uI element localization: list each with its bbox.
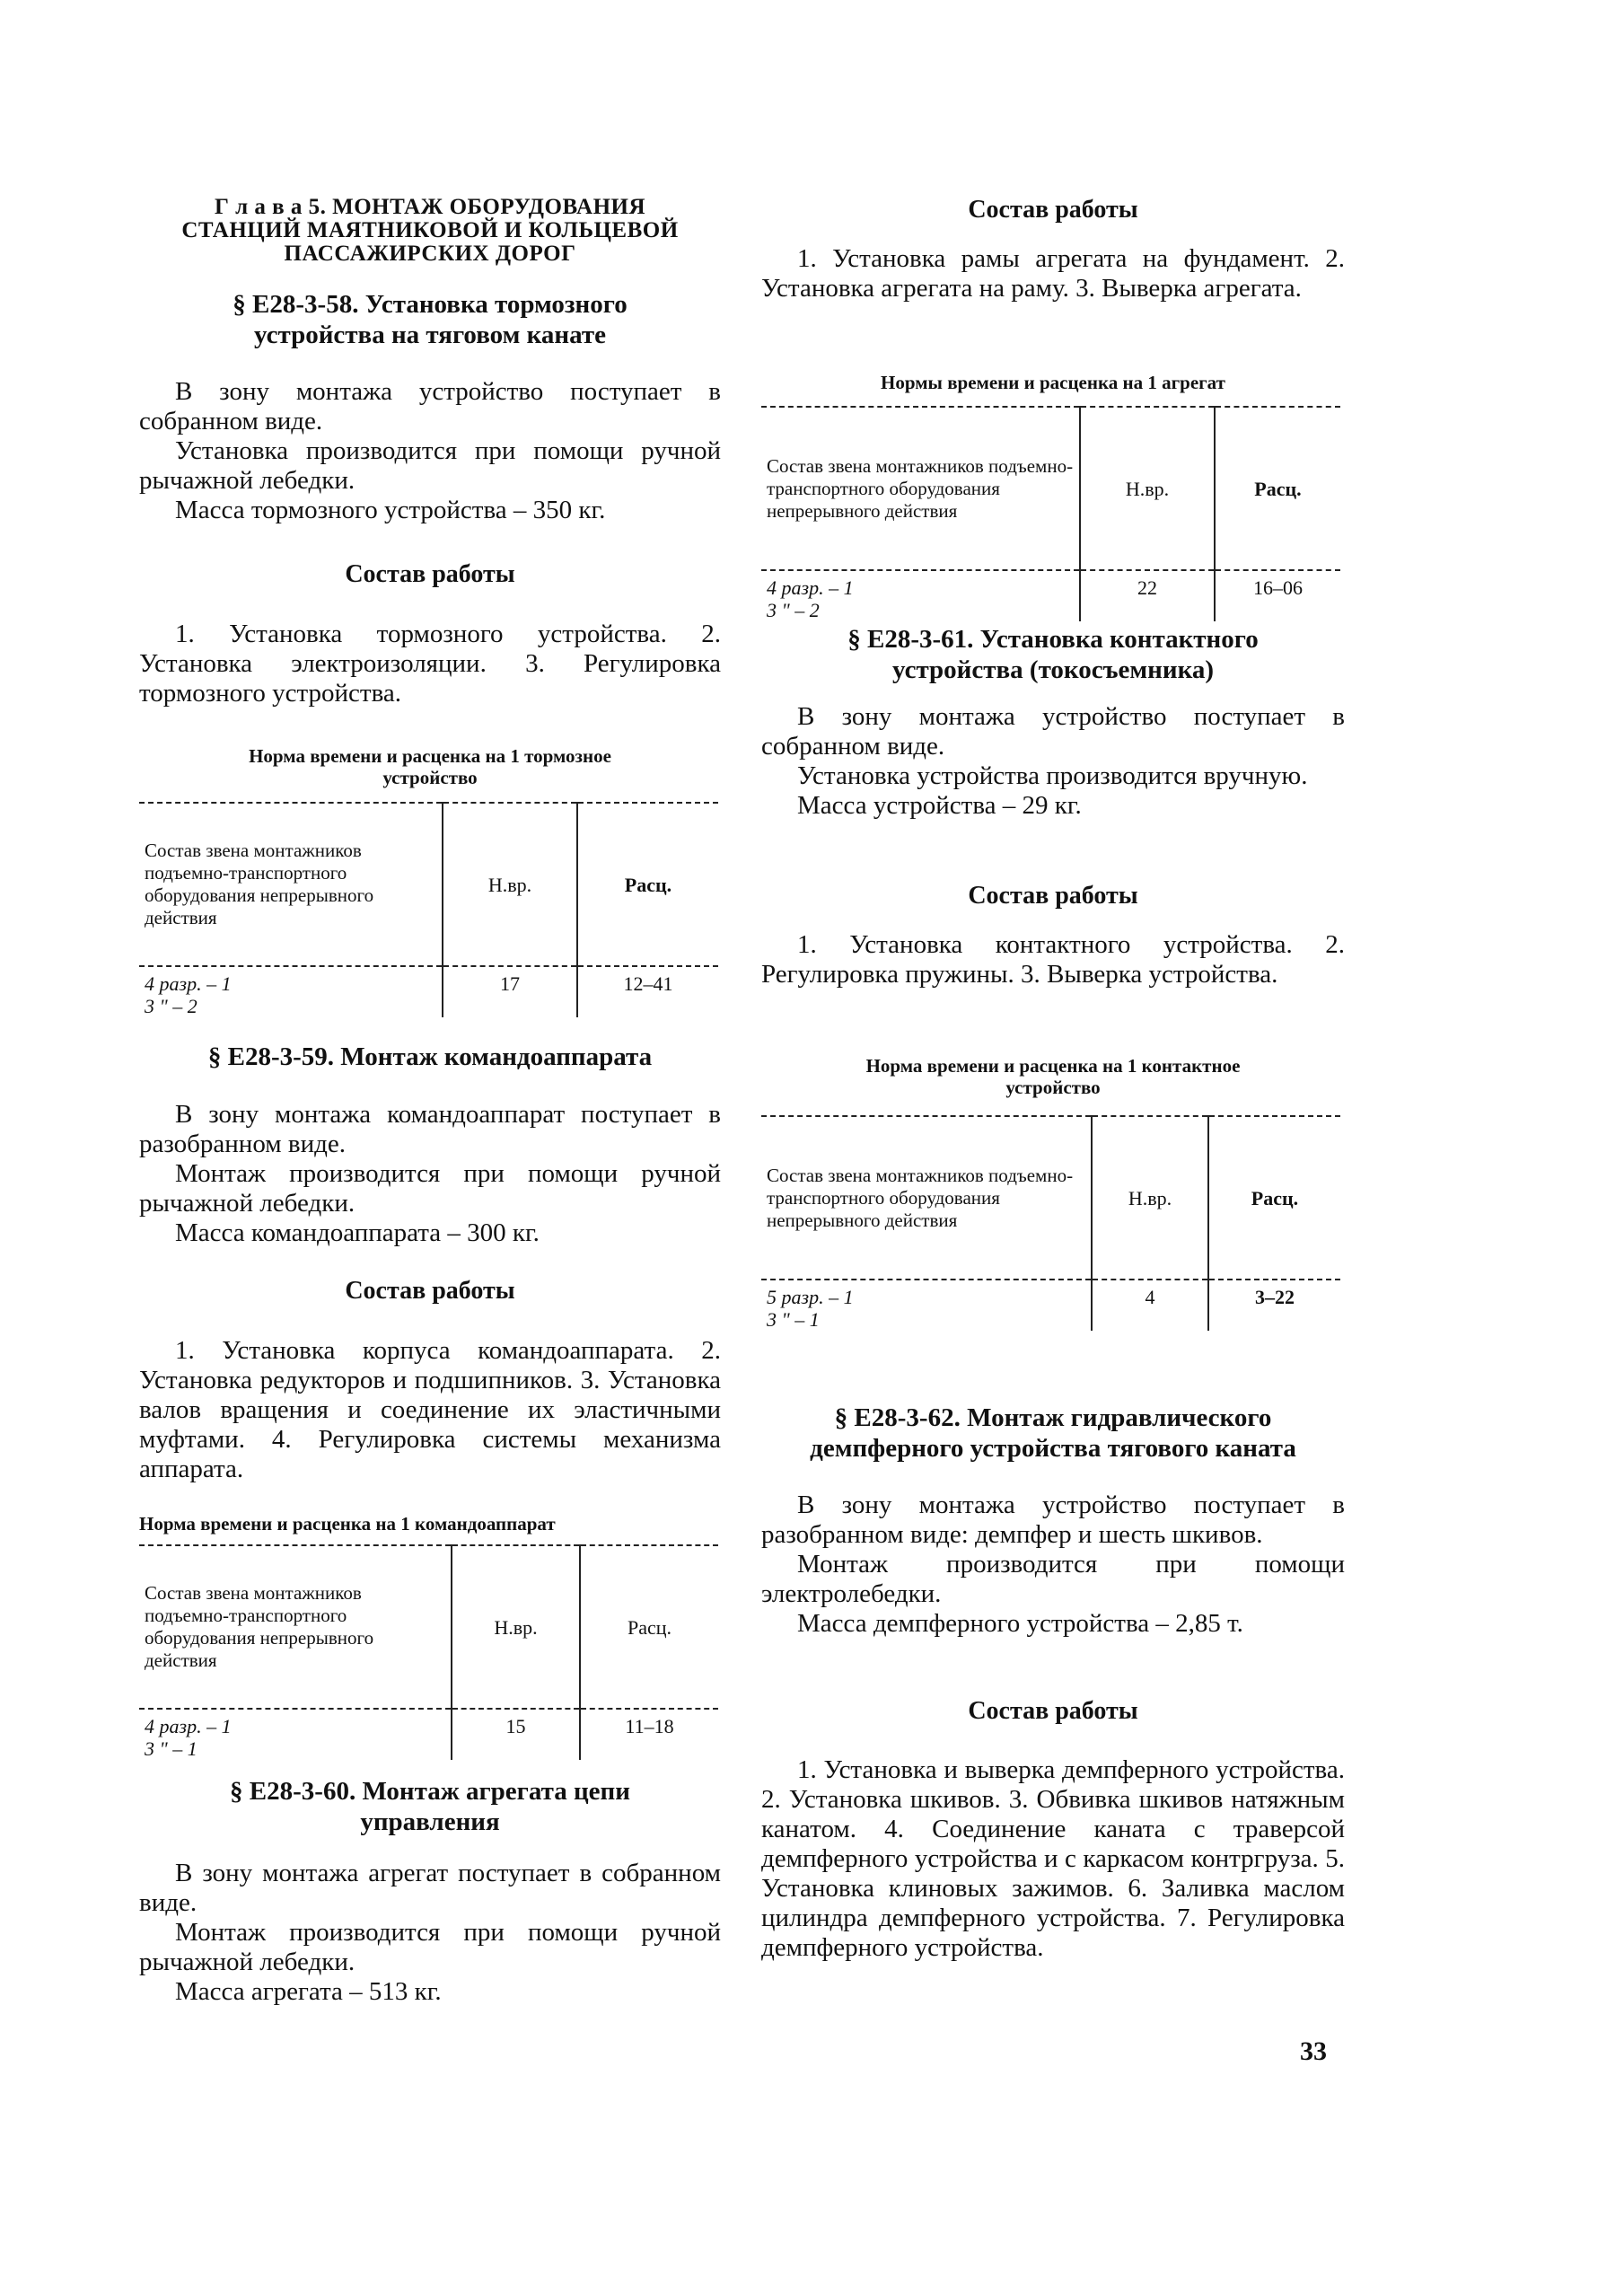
table-cell-rate: 12–41 [577,966,718,1017]
heading-line: § Е28-3-61. Установка контактного [847,625,1259,654]
table-header-crew: Состав звена монтажников подъемно-транспортного оборудования непрерывного действия [139,803,443,966]
norm-table-caption [761,1055,1345,1098]
work-composition-text: 1. Установка и выверка демпферного устройства. 2. Установка шкивов. 3. Обвивка шкивов натяжным канатом. 4. Соединение каната с траверсой демпферного устройства и с каркасом контргруза. 5. Установка клиновых зажимов. 6. Заливка маслом цилиндра демпферного устройства. 7. Регулировка демпферного устройства. [761,1755,1345,1962]
section-e28-3-62-text [761,1491,1345,1639]
work-composition-text: 1. Установка тормозного устройства. 2. Установка электроизоляции. 3. Регулировка тормозного устройства. [139,620,721,708]
paragraph: Установка устройства производится вручную. [797,761,1308,790]
heading-line: устройства на тяговом канате [254,321,606,349]
heading-line: устройства (токосъемника) [891,655,1215,684]
table-header-rate: Расц. [1208,1116,1340,1280]
caption-line: Нормы времени и расценка на 1 агрегат [881,372,1225,393]
crew-line: 3 " – 2 [145,995,198,1017]
paragraph: В зону монтажа устройство поступает в разобранном виде: демпфер и шесть шкивов. [761,1491,1345,1549]
norm-table-e28-3-58 [139,802,718,1017]
work-composition-text: 1. Установка корпуса командоаппарата. 2. Установка редукторов и подшипников. 3. Установка валов вращения и соединение их эластичными муфтами. 4. Регулировка системы механизма аппарата. [139,1336,721,1483]
chapter-title-line: ПАССАЖИРСКИХ ДОРОГ [284,242,576,266]
page-number: 33 [1300,2036,1327,2066]
section-e28-3-61-heading [761,624,1345,685]
paragraph: Масса командоаппарата – 300 кг. [175,1218,540,1247]
table-cell-crew [139,966,443,1017]
crew-line: 3 " – 1 [145,1737,198,1760]
table-cell-nvr: 4 [1092,1280,1208,1331]
caption-line: устройство [382,767,478,788]
caption-line: Норма времени и расценка на 1 контактное [865,1055,1241,1077]
paragraph: Масса агрегата – 513 кг. [175,1977,442,2006]
heading-line: § Е28-3-62. Монтаж гидравлического [834,1403,1272,1432]
table-header-rate: Расц. [1215,407,1340,570]
table-cell-crew [761,1280,1092,1331]
caption-line: Норма времени и расценка на 1 тормозное [249,745,611,767]
norm-table-caption [139,745,721,788]
chapter-title-line: Г л а в а 5. МОНТАЖ ОБОРУДОВАНИЯ [214,195,646,219]
paragraph: В зону монтажа устройство поступает в собранном виде. [139,377,721,435]
heading-line: § Е28-3-59. Монтаж командоаппарата [207,1042,653,1071]
table-cell-rate: 16–06 [1215,570,1340,621]
heading-line: управления [360,1807,500,1836]
norm-table-e28-3-60 [761,406,1340,621]
chapter-title-line: СТАНЦИЙ МАЯТНИКОВОЙ И КОЛЬЦЕВОЙ [181,218,679,242]
heading-line: § Е28-3-58. Установка тормозного [233,290,628,319]
chapter-title [139,196,721,266]
work-composition-title: Состав работы [968,1697,1138,1725]
norm-table-caption [139,1513,721,1535]
crew-line: 3 " – 1 [767,1308,820,1331]
table-header-nvr: Н.вр. [1092,1116,1208,1280]
table-header-crew: Состав звена монтажников подъемно-транспортного оборудования непрерывного действия [761,407,1080,570]
table-cell-rate: 3–22 [1208,1280,1340,1331]
table-header-rate: Расц. [580,1545,718,1709]
norm-table-caption [761,372,1345,393]
paragraph: Масса тормозного устройства – 350 кг. [175,496,606,524]
table-cell-nvr: 17 [443,966,577,1017]
table-header-crew: Состав звена монтажников подъемно-транспортного оборудования непрерывного действия [139,1545,452,1709]
table-cell-crew [139,1709,452,1760]
work-composition-text: 1. Установка контактного устройства. 2. Регулировка пружины. 3. Выверка устройства. [761,930,1345,989]
work-composition-title: Состав работы [345,560,515,588]
crew-line: 4 разр. – 1 [767,576,854,599]
paragraph: Установка производится при помощи ручной рычажной лебедки. [139,436,721,495]
section-e28-3-62-heading [761,1403,1345,1464]
norm-table-e28-3-61 [761,1115,1340,1331]
table-cell-crew [761,570,1080,621]
crew-line: 4 разр. – 1 [145,1715,232,1737]
section-e28-3-59-text [139,1100,721,1248]
crew-line: 4 разр. – 1 [145,972,232,995]
section-e28-3-59-heading [139,1042,721,1072]
paragraph: В зону монтажа агрегат поступает в собранном виде. [139,1859,721,1917]
table-cell-rate: 11–18 [580,1709,718,1760]
section-e28-3-58-text [139,377,721,525]
table-header-nvr: Н.вр. [1080,407,1215,570]
paragraph: В зону монтажа устройство поступает в собранном виде. [761,702,1345,761]
crew-line: 5 разр. – 1 [767,1286,854,1308]
paragraph: Монтаж производится при помощи ручной рычажной лебедки. [139,1159,721,1218]
table-header-rate: Расц. [577,803,718,966]
table-cell-nvr: 22 [1080,570,1215,621]
table-header-nvr: Н.вр. [452,1545,580,1709]
paragraph: Монтаж производится при помощи электролебедки. [761,1550,1345,1608]
work-composition-text: 1. Установка рамы агрегата на фундамент. 2. Установка агрегата на раму. 3. Выверка агрегата. [761,244,1345,303]
caption-line: Норма времени и расценка на 1 командоаппарат [139,1513,556,1535]
table-cell-nvr: 15 [452,1709,580,1760]
work-composition-title: Состав работы [968,882,1138,910]
crew-line: 3 " – 2 [767,599,820,621]
work-composition-title: Состав работы [968,196,1138,224]
norm-table-e28-3-59 [139,1544,718,1760]
paragraph: Масса демпферного устройства – 2,85 т. [797,1609,1243,1638]
section-e28-3-60-heading [139,1776,721,1837]
heading-line: § Е28-3-60. Монтаж агрегата цепи [230,1777,630,1806]
section-e28-3-58-heading [139,289,721,350]
paragraph: Масса устройства – 29 кг. [797,791,1082,820]
section-e28-3-60-text [139,1859,721,2007]
table-header-crew: Состав звена монтажников подъемно-транспортного оборудования непрерывного действия [761,1116,1092,1280]
work-composition-title: Состав работы [345,1277,515,1305]
heading-line: демпферного устройства тягового каната [810,1434,1296,1463]
table-header-nvr: Н.вр. [443,803,577,966]
paragraph: Монтаж производится при помощи ручной рычажной лебедки. [139,1918,721,1976]
caption-line: устройство [1005,1077,1101,1098]
section-e28-3-61-text [761,702,1345,821]
paragraph: В зону монтажа командоаппарат поступает в разобранном виде. [139,1100,721,1158]
